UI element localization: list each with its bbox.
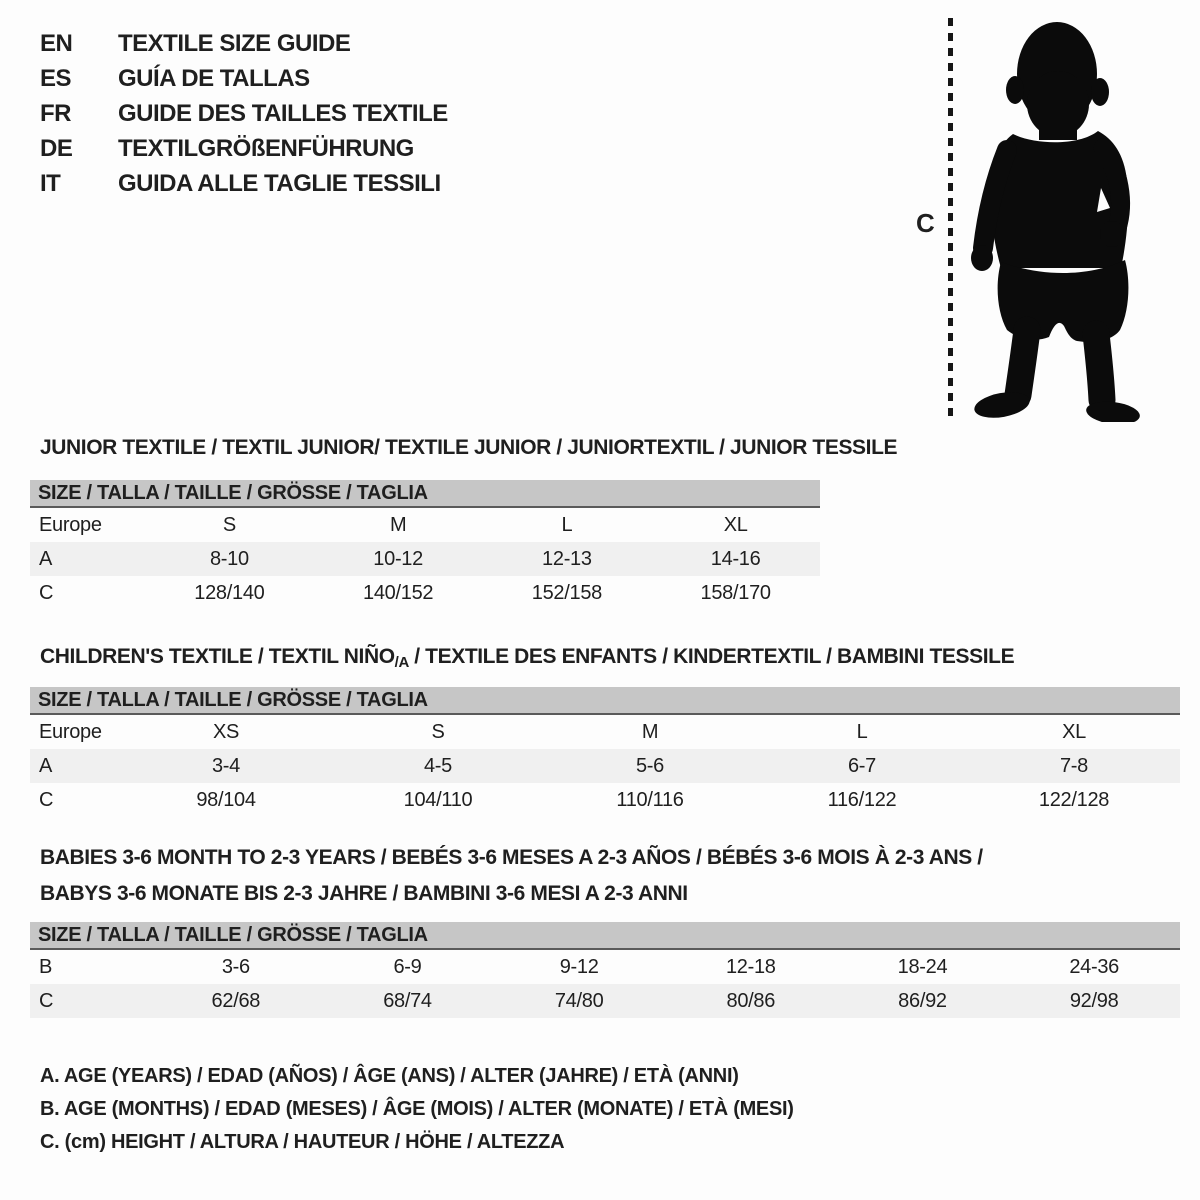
height-value-cell: 158/170 <box>700 581 771 604</box>
height-value-cell: 68/74 <box>322 984 494 1018</box>
height-row <box>30 783 1180 817</box>
size-value-cell: L <box>561 513 573 536</box>
age-value-cell: 24-36 <box>1069 955 1119 978</box>
age-value-cell: 4-5 <box>332 749 544 783</box>
size-value-cell: S <box>431 720 445 743</box>
language-code: EN <box>40 29 73 57</box>
section-title-babies-line2: BABYS 3-6 MONATE BIS 2-3 JAHRE / BAMBINI 3-6 MESI A 2-3 ANNI <box>40 882 688 905</box>
europe-row <box>30 507 820 542</box>
language-guide-title: TEXTILE SIZE GUIDE <box>118 29 351 57</box>
age-value-cell: 7-8 <box>968 749 1180 783</box>
language-code: IT <box>40 169 61 197</box>
size-value-cell: XL <box>1062 720 1086 743</box>
height-value-cell: 128/140 <box>194 581 265 604</box>
row-label-cell: B <box>39 955 53 978</box>
language-guide-title: GUIDE DES TAILLES TEXTILE <box>118 99 448 127</box>
height-value-cell: 110/116 <box>616 788 684 811</box>
height-value-cell: 122/128 <box>1038 788 1110 811</box>
babies-size-table <box>30 922 1180 1018</box>
language-guide-title: GUIDA ALLE TAGLIE TESSILI <box>118 169 441 197</box>
height-value-cell: 74/80 <box>493 984 665 1018</box>
size-value-cell: XS <box>212 720 240 743</box>
language-row <box>40 131 448 166</box>
height-value-cell: 152/158 <box>531 581 602 604</box>
language-row <box>40 61 448 96</box>
size-header-row <box>30 922 1180 949</box>
europe-row <box>30 714 1180 749</box>
height-value-cell: 98/104 <box>196 788 256 811</box>
age-value-cell: 14-16 <box>651 542 820 576</box>
language-code: FR <box>40 99 71 127</box>
height-value-cell: 86/92 <box>837 984 1009 1018</box>
size-header-cell: SIZE / TALLA / TAILLE / GRÖSSE / TAGLIA <box>30 687 1180 714</box>
age-value-cell: 3-6 <box>221 955 250 978</box>
row-label-cell: C <box>39 788 54 811</box>
language-title-list <box>40 26 448 201</box>
height-value-cell: 62/68 <box>150 984 322 1018</box>
age-value-cell: 9-12 <box>559 955 599 978</box>
age-years-row <box>30 542 820 576</box>
size-header-cell: SIZE / TALLA / TAILLE / GRÖSSE / TAGLIA <box>30 922 1180 949</box>
row-label-cell: Europe <box>39 513 102 536</box>
row-label-cell: C <box>39 581 54 604</box>
row-label-cell: A <box>30 542 145 576</box>
section-title-junior: JUNIOR TEXTILE / TEXTIL JUNIOR/ TEXTILE JUNIOR / JUNIORTEXTIL / JUNIOR TESSILE <box>40 436 898 459</box>
legend <box>40 1060 794 1159</box>
size-header-row <box>30 687 1180 714</box>
junior-size-table <box>30 480 820 610</box>
language-row <box>40 96 448 131</box>
height-value-cell: 140/152 <box>363 581 434 604</box>
language-guide-title: GUÍA DE TALLAS <box>118 64 310 92</box>
legend-line-age-months: B. AGE (MONTHS) / EDAD (MESES) / ÂGE (MOIS) / ALTER (MONATE) / ETÀ (MESI) <box>40 1098 794 1120</box>
height-measure-label: C <box>916 208 935 238</box>
size-value-cell: L <box>856 720 868 743</box>
section-title-babies-line1: BABIES 3-6 MONTH TO 2-3 YEARS / BEBÉS 3-6 MESES A 2-3 AÑOS / BÉBÉS 3-6 MOIS À 2-3 ANS / <box>40 846 983 869</box>
age-value-cell: 5-6 <box>544 749 756 783</box>
age-years-row <box>30 749 1180 783</box>
size-value-cell: M <box>389 513 407 536</box>
age-value-cell: 6-9 <box>393 955 422 978</box>
section-title-children-sub: /A <box>394 654 409 671</box>
size-value-cell: S <box>222 513 236 536</box>
age-value-cell: 12-18 <box>725 955 776 978</box>
age-value-cell: 18-24 <box>897 955 948 978</box>
row-label-cell: A <box>30 749 120 783</box>
children-size-table <box>30 687 1180 817</box>
language-row <box>40 26 448 61</box>
language-guide-title: TEXTILGRÖßENFÜHRUNG <box>118 134 414 162</box>
height-value-cell: 104/110 <box>403 788 473 811</box>
toddler-silhouette-image <box>955 12 1145 422</box>
age-value-cell: 12-13 <box>483 542 652 576</box>
height-value-cell: 80/86 <box>665 984 837 1018</box>
legend-line-height: C. (cm) HEIGHT / ALTURA / HAUTEUR / HÖHE / ALTEZZA <box>40 1131 565 1153</box>
height-row <box>30 984 1180 1018</box>
age-months-row <box>30 949 1180 984</box>
section-title-children <box>40 645 1014 675</box>
section-title-children-part2: / TEXTILE DES ENFANTS / KINDERTEXTIL / BAMBINI TESSILE <box>408 645 1015 668</box>
language-code: ES <box>40 64 72 92</box>
size-value-cell: XL <box>723 513 748 536</box>
height-value-cell: 116/122 <box>827 788 897 811</box>
row-label-cell: C <box>30 984 150 1018</box>
language-code: DE <box>40 134 73 162</box>
size-header-cell: SIZE / TALLA / TAILLE / GRÖSSE / TAGLIA <box>30 480 820 507</box>
size-header-row <box>30 480 820 507</box>
age-value-cell: 6-7 <box>756 749 968 783</box>
height-row <box>30 576 820 610</box>
height-dashed-line <box>948 18 953 416</box>
height-value-cell: 92/98 <box>1008 984 1180 1018</box>
language-row <box>40 166 448 201</box>
row-label-cell: Europe <box>39 720 102 743</box>
age-value-cell: 3-4 <box>120 749 332 783</box>
size-value-cell: M <box>641 720 659 743</box>
height-measure-figure <box>900 0 1170 435</box>
age-value-cell: 10-12 <box>314 542 483 576</box>
legend-line-age-years: A. AGE (YEARS) / EDAD (AÑOS) / ÂGE (ANS) / ALTER (JAHRE) / ETÀ (ANNI) <box>40 1065 739 1087</box>
section-title-children-part1: CHILDREN'S TEXTILE / TEXTIL NIÑO <box>40 645 395 668</box>
age-value-cell: 8-10 <box>145 542 314 576</box>
